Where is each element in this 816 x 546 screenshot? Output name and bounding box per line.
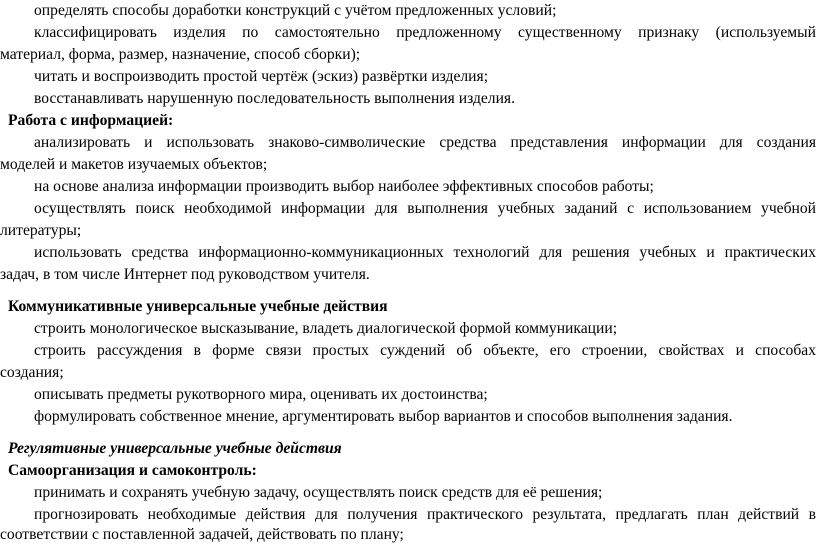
subsection-heading: Самоорганизация и самоконтроль: [8, 462, 257, 479]
list-item-continuation: соответствии с поставленной задачей, действовать по плану; [0, 526, 404, 543]
section-heading: Работа с информацией: [8, 112, 174, 129]
list-item: использовать средства информационно-коммуникационных технологий для решения учебных и практических [34, 244, 816, 261]
list-item-continuation: задач, в том числе Интернет под руководством учителя. [0, 266, 370, 283]
list-item: принимать и сохранять учебную задачу, осуществлять поиск средств для её решения; [34, 484, 603, 501]
list-item: прогнозировать необходимые действия для получения практического результата, предлагать план действий в [34, 506, 816, 523]
list-item: строить монологическое высказывание, владеть диалогической формой коммуникации; [34, 320, 618, 337]
list-item: осуществлять поиск необходимой информации для выполнения учебных заданий с использованием учебной [34, 200, 816, 217]
list-item: определять способы доработки конструкций с учётом предложенных условий; [34, 2, 557, 19]
list-item: классифицировать изделия по самостоятельно предложенному существенному признаку (используемый [34, 24, 816, 41]
list-item: описывать предметы рукотворного мира, оценивать их достоинства; [34, 386, 488, 403]
list-item-continuation: материал, форма, размер, назначение, способ сборки); [0, 46, 361, 63]
list-item: анализировать и использовать знаково-символические средства представления информации для создания [34, 134, 816, 151]
list-item: восстанавливать нарушенную последовательность выполнения изделия. [34, 90, 515, 107]
list-item: на основе анализа информации производить выбор наиболее эффективных способов работы; [34, 178, 654, 195]
list-item: строить рассуждения в форме связи простых суждений об объекте, его строении, свойствах и способах [34, 342, 816, 359]
list-item-continuation: создания; [0, 364, 64, 381]
list-item-continuation: моделей и макетов изучаемых объектов; [0, 156, 268, 173]
list-item: читать и воспроизводить простой чертёж (эскиз) развёртки изделия; [34, 68, 489, 85]
list-item-continuation: литературы; [0, 222, 82, 239]
list-item: формулировать собственное мнение, аргументировать выбор вариантов и способов выполнения задания. [34, 408, 733, 425]
section-heading: Регулятивные универсальные учебные действия [8, 440, 342, 457]
section-heading: Коммуникативные универсальные учебные действия [8, 298, 388, 315]
